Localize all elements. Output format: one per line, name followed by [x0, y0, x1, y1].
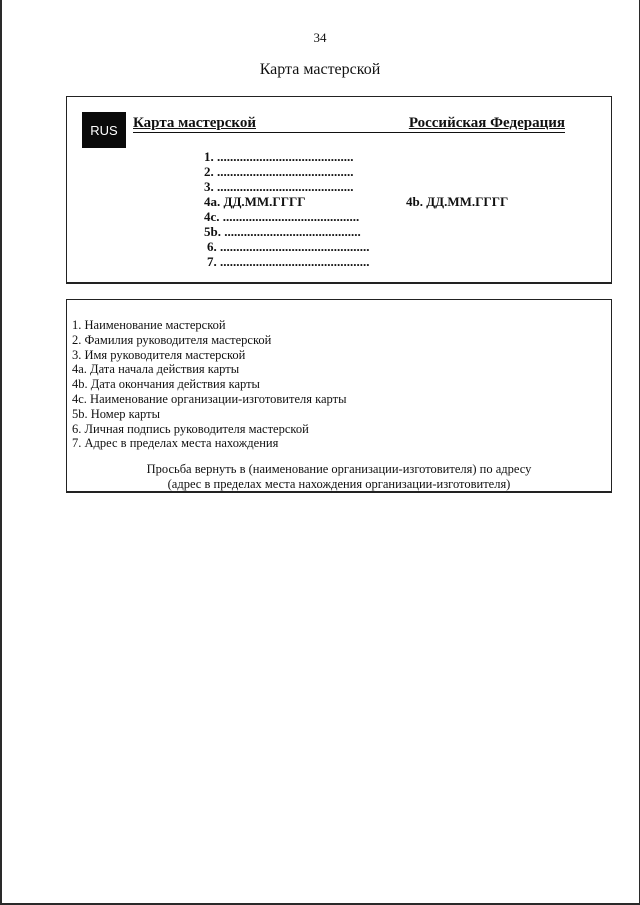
legend-item: 5b. Номер карты	[72, 406, 161, 421]
legend-item: 3. Имя руководителя мастерской	[72, 347, 246, 362]
card-heading-country: Российская Федерация	[408, 115, 565, 131]
return-instruction-line1: Просьба вернуть в (наименование организации-изготовителя) по адресу	[146, 462, 532, 476]
card-field-2: 2. ..........................................	[204, 164, 354, 179]
workshop-card-front	[66, 96, 612, 284]
card-field-4c: 4c. ..........................................	[204, 209, 360, 224]
card-field-5b: 5b. ..........................................	[204, 224, 361, 239]
legend-item: 7. Адрес в пределах места нахождения	[72, 436, 279, 451]
return-instruction-line2: (адрес в пределах места нахождения организации-изготовителя)	[167, 477, 511, 491]
page-title: Карта мастерской	[259, 61, 381, 78]
legend-item: 4а. Дата начала действия карты	[72, 362, 240, 377]
card-legend	[66, 299, 612, 493]
country-badge: RUS	[82, 112, 126, 148]
card-field-3: 3. ..........................................	[204, 179, 354, 194]
legend-list	[72, 318, 347, 451]
page-number: 34	[313, 30, 327, 45]
legend-item: 1. Наименование мастерской	[72, 318, 226, 332]
card-field-6: 6. ..............................................	[207, 239, 370, 254]
legend-item: 4c. Наименование организации-изготовителя карты	[72, 391, 347, 406]
card-heading	[133, 115, 565, 133]
legend-item: 2. Фамилия руководителя мастерской	[72, 332, 272, 347]
legend-item: 4b. Дата окончания действия карты	[72, 377, 260, 392]
card-field-4a: 4а. ДД.ММ.ГГГГ	[204, 194, 306, 209]
legend-item: 6. Личная подпись руководителя мастерской	[72, 421, 309, 436]
card-field-4b: 4b. ДД.ММ.ГГГГ	[406, 194, 509, 209]
card-field-7: 7. ..............................................	[207, 254, 370, 269]
page-border-left	[0, 0, 2, 905]
card-field-1: 1. ..........................................	[204, 149, 354, 164]
card-heading-title: Карта мастерской	[133, 115, 257, 131]
